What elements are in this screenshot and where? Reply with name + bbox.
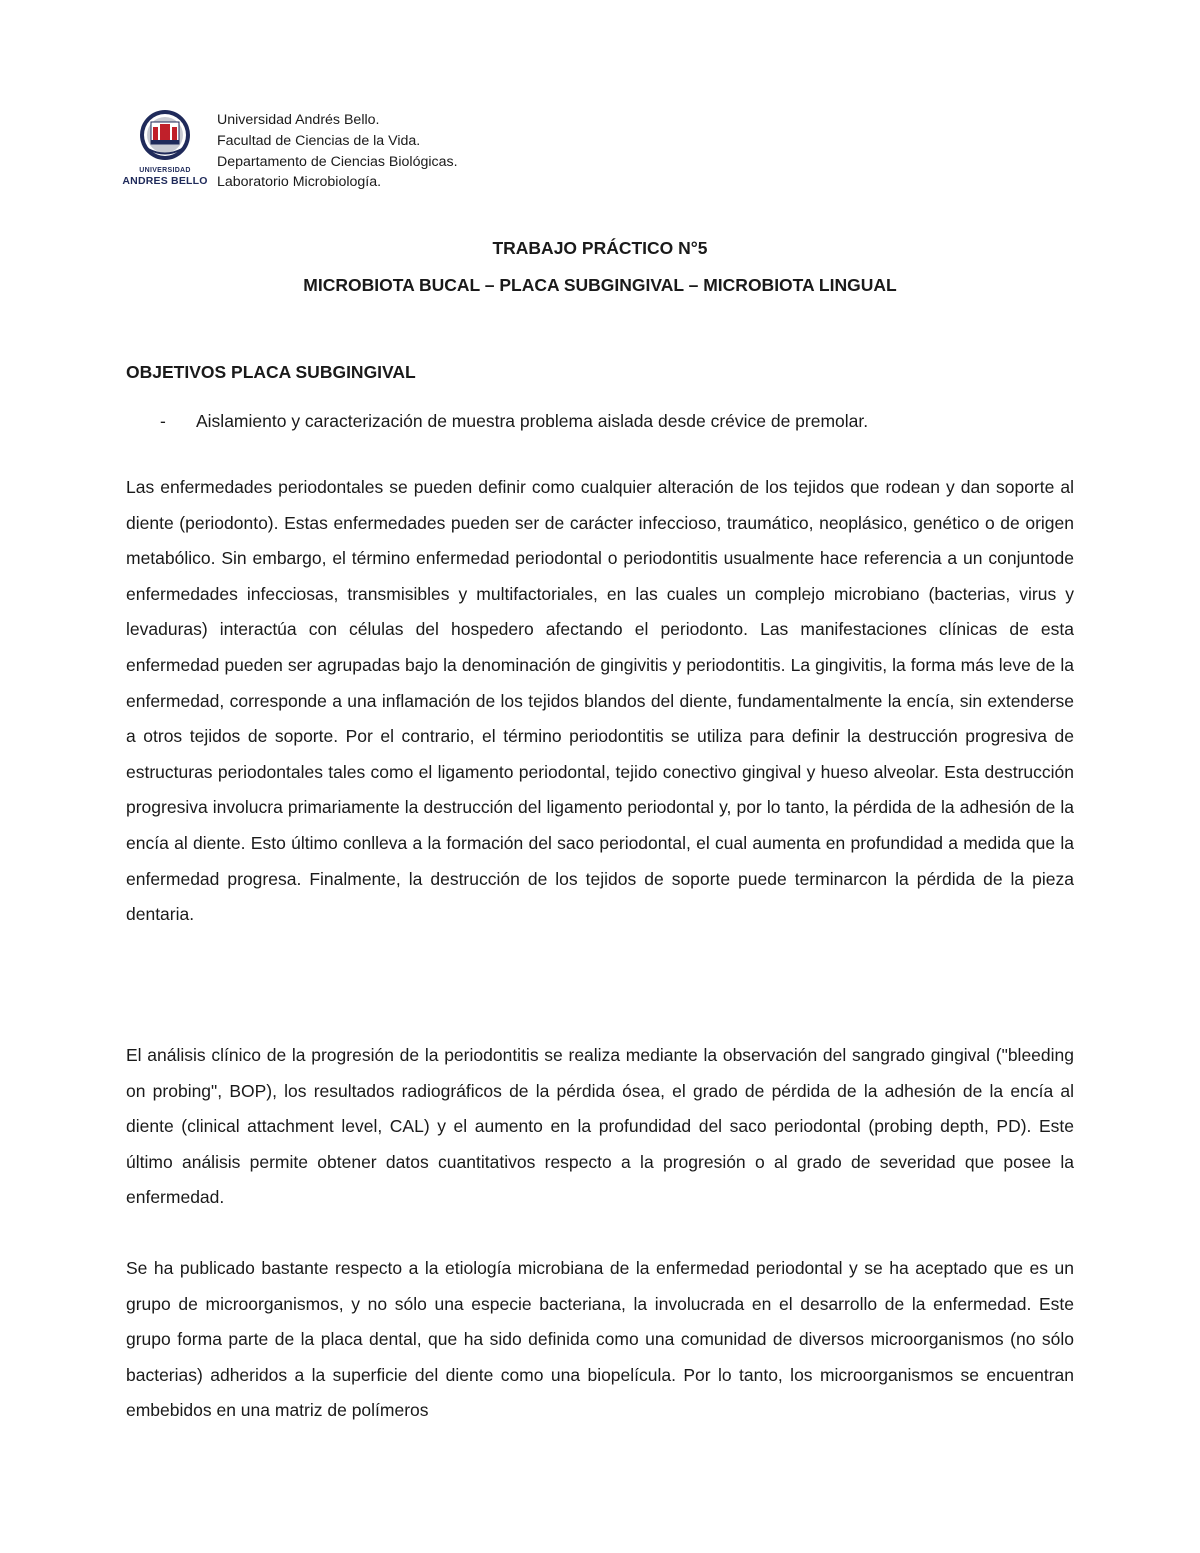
institution-block [217,110,458,193]
university-crest-icon [118,108,212,166]
body-paragraph-microbial-etiology: Se ha publicado bastante respecto a la etiología microbiana de la enfermedad periodontal y se ha aceptado que es un grupo de microorganismos, y no sólo una especie bacteriana, la involucrada en el desarrollo de la enfermedad. Este grupo forma parte de la placa dental, que ha sido definida como una comunidad de diversos microorganismos (no sólo bacterias) adheridos a la superficie del diente como una biopelícula. Por lo tanto, los microorganismos se encuentran embebidos en una matriz de polímeros [126,1258,1074,1421]
institution-line-department: Departamento de Ciencias Biológicas. [217,153,458,170]
objective-list-item [160,411,868,432]
body-paragraph-periodontal-disease: Las enfermedades periodontales se pueden definir como cualquier alteración de los tejidos que rodean y dan soporte al diente (periodonto). Estas enfermedades pueden ser de carácter infeccioso, traumático, neoplásico, genético o de origen metabólico. Sin embargo, el término enfermedad periodontal o periodontitis usualmente hace referencia a un conjuntode enfermedades infecciosas, transmisibles y multifactoriales, en las cuales un complejo microbiano (bacterias, virus y levaduras) interactúa con células del hospedero afectando el periodonto. Las manifestaciones clínicas de esta enfermedad pueden ser agrupadas bajo la denominación de gingivitis y periodontitis. La gingivitis, la forma más leve de la enfermedad, corresponde a una inflamación de los tejidos blandos del diente, fundamentalmente la encía, sin extenderse a otros tejidos de soporte. Por el contrario, el término periodontitis se utiliza para definir la destrucción progresiva de estructuras periodontales tales como el ligamento periodontal, tejido conectivo gingival y hueso alveolar. Esta destrucción progresiva involucra primariamente la destrucción del ligamento periodontal y, por lo tanto, la pérdida de la adhesión de la encía al diente. Esto último conlleva a la formación del saco periodontal, el cual aumenta en profundidad a medida que la enfermedad progresa. Finalmente, la destrucción de los tejidos de soporte puede terminarcon la pérdida de la pieza dentaria. [126,477,1074,925]
document-title: TRABAJO PRÁCTICO N°5 [492,238,708,258]
university-logo [118,108,212,188]
institution-line-faculty: Facultad de Ciencias de la Vida. [217,132,421,149]
objective-text: Aislamiento y caracterización de muestra problema aislada desde crévice de premolar. [196,411,869,431]
logo-text-bottom: ANDRES BELLO [122,175,208,187]
bullet-marker: - [160,411,166,431]
institution-line-laboratory: Laboratorio Microbiología. [217,174,382,191]
institution-line-university: Universidad Andrés Bello. [217,112,380,128]
document-header [118,108,458,193]
body-paragraph-clinical-analysis: El análisis clínico de la progresión de la periodontitis se realiza mediante la observación del sangrado gingival ("bleeding on probing", BOP), los resultados radiográficos de la pérdida ósea, el grado de pérdida de la adhesión de la encía al diente (clinical attachment level, CAL) y el aumento en la profundidad del saco periodontal (probing depth, PD). Este último análisis permite obtener datos cuantitativos respecto a la progresión o al grado de severidad que posee la enfermedad. [126,1045,1074,1208]
document-subtitle: MICROBIOTA BUCAL – PLACA SUBGINGIVAL – MICROBIOTA LINGUAL [303,275,897,295]
objectives-heading: OBJETIVOS PLACA SUBGINGIVAL [126,362,416,382]
logo-text-top: UNIVERSIDAD [139,167,191,174]
